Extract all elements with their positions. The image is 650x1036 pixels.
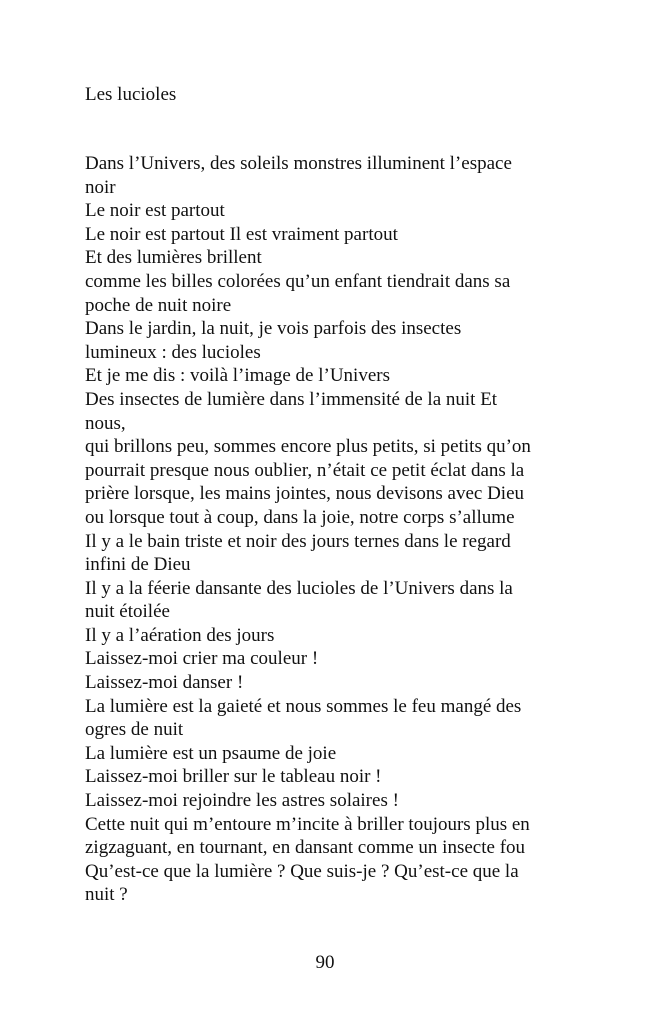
poem-line: pourrait presque nous oublier, n’était ce petit éclat dans la (85, 459, 525, 481)
poem-line: nous, (85, 412, 126, 434)
poem-line: prière lorsque, les mains jointes, nous devisons avec Dieu (85, 483, 525, 505)
poem-line: ou lorsque tout à coup, dans la joie, notre corps s’allume (85, 506, 515, 528)
poem-line: Qu’est-ce que la lumière ? Que suis-je ? Qu’est-ce que la (85, 860, 519, 882)
poem-line: Il y a le bain triste et noir des jours ternes dans le regard (85, 530, 511, 552)
poem-line: Des insectes de lumière dans l’immensité de la nuit Et (85, 388, 498, 410)
poem-line: infini de Dieu (85, 554, 191, 576)
poem-line: Et je me dis : voilà l’image de l’Univers (85, 365, 390, 387)
poem-line: Laissez-moi rejoindre les astres solaires ! (85, 790, 399, 812)
poem-line: nuit ? (85, 884, 128, 906)
poem-line: noir (85, 176, 116, 198)
poem-line: Laissez-moi crier ma couleur ! (85, 648, 319, 670)
poem-line: Dans le jardin, la nuit, je vois parfois des insectes (85, 318, 462, 340)
poem-line: Le noir est partout Il est vraiment partout (85, 223, 398, 245)
poem-line: poche de nuit noire (85, 294, 232, 316)
poem-body (85, 152, 575, 907)
poem-line: Il y a l’aération des jours (85, 624, 275, 646)
poem-line: La lumière est la gaieté et nous sommes le feu mangé des (85, 695, 522, 717)
page-number: 90 (315, 952, 335, 973)
poem-line: lumineux : des lucioles (85, 341, 261, 363)
poem-line: Dans l’Univers, des soleils monstres illuminent l’espace (85, 153, 512, 174)
poem-line: comme les billes colorées qu’un enfant tiendrait dans sa (85, 270, 511, 292)
poem-line: zigzaguant, en tournant, en dansant comme un insecte fou (85, 837, 526, 859)
poem-line: Le noir est partout (85, 200, 225, 222)
poem-line: nuit étoilée (85, 601, 170, 623)
poem-line: Il y a la féerie dansante des lucioles de l’Univers dans la (85, 577, 513, 599)
poem-line: La lumière est un psaume de joie (85, 742, 337, 764)
poem-title: Les lucioles (85, 84, 177, 105)
poem-line: Laissez-moi briller sur le tableau noir ! (85, 766, 382, 788)
poem-line: ogres de nuit (85, 719, 184, 741)
poem-line: qui brillons peu, sommes encore plus petits, si petits qu’on (85, 436, 531, 458)
poem-line: Laissez-moi danser ! (85, 672, 244, 694)
poem-line: Et des lumières brillent (85, 247, 262, 269)
poem-line: Cette nuit qui m’entoure m’incite à briller toujours plus en (85, 813, 530, 835)
